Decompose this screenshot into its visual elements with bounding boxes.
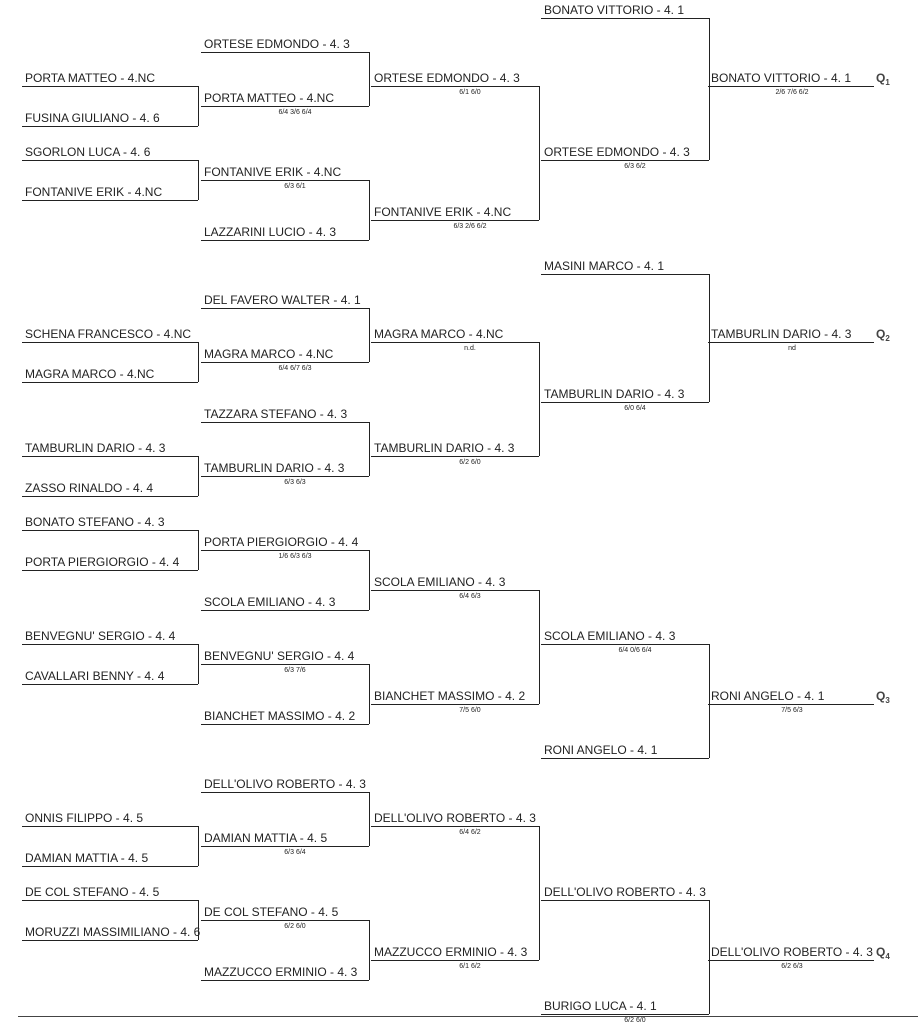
qualifier-label: $Q_2$ bbox=[876, 327, 890, 343]
r4-slot bbox=[541, 3, 709, 19]
r3-slot bbox=[371, 945, 539, 961]
r2-slot bbox=[201, 165, 369, 181]
r2-slot bbox=[201, 91, 369, 107]
r4-slot bbox=[541, 629, 709, 645]
player-name: LAZZARINI LUCIO - 4. 3 bbox=[204, 225, 337, 239]
bracket-connector bbox=[198, 826, 199, 866]
player-name: FONTANIVE ERIK - 4.NC bbox=[25, 185, 163, 199]
r1-slot bbox=[22, 111, 198, 127]
bracket-connector bbox=[369, 550, 370, 610]
r2-slot bbox=[201, 535, 369, 551]
bracket-connector bbox=[198, 644, 199, 684]
match-score: 6/0 6/4 bbox=[624, 405, 646, 412]
qualifier-slot bbox=[708, 71, 874, 87]
match-score: 6/3 7/6 bbox=[284, 667, 306, 674]
bracket-connector bbox=[198, 530, 199, 570]
bracket-connector bbox=[198, 900, 199, 940]
player-name: DELL'OLIVO ROBERTO - 4. 3 bbox=[204, 777, 366, 791]
player-name: TAZZARA STEFANO - 4. 3 bbox=[204, 407, 348, 421]
match-score: 6/2 6/0 bbox=[624, 1017, 646, 1024]
r1-slot bbox=[22, 629, 198, 645]
player-name: MAZZUCCO ERMINIO - 4. 3 bbox=[374, 945, 528, 959]
r3-slot bbox=[371, 71, 539, 87]
player-name: SCHENA FRANCESCO - 4.NC bbox=[25, 327, 192, 341]
bracket-connector bbox=[369, 664, 370, 724]
player-name: BENVEGNU' SERGIO - 4. 4 bbox=[204, 649, 355, 663]
match-score: 2/6 7/6 6/2 bbox=[775, 89, 809, 96]
player-name: BONATO STEFANO - 4. 3 bbox=[25, 515, 165, 529]
r3-slot bbox=[371, 575, 539, 591]
player-name: PORTA MATTEO - 4.NC bbox=[25, 71, 156, 85]
player-name: MORUZZI MASSIMILIANO - 4. 6 bbox=[25, 925, 201, 939]
player-name: BONATO VITTORIO - 4. 1 bbox=[544, 3, 685, 17]
bracket-connector bbox=[369, 180, 370, 240]
match-score: 6/4 6/7 6/3 bbox=[278, 365, 312, 372]
qualifier-label: $Q_1$ bbox=[876, 71, 890, 87]
player-name: CAVALLARI BENNY - 4. 4 bbox=[25, 669, 165, 683]
r2-slot bbox=[201, 225, 369, 241]
match-score: nd bbox=[788, 345, 796, 352]
player-name: ONNIS FILIPPO - 4. 5 bbox=[25, 811, 144, 825]
player-name: PORTA MATTEO - 4.NC bbox=[204, 91, 335, 105]
r2-slot bbox=[201, 649, 369, 665]
r2-slot bbox=[201, 965, 369, 981]
player-name: ORTESE EDMONDO - 4. 3 bbox=[204, 37, 350, 51]
match-score: 6/4 3/6 6/4 bbox=[278, 109, 312, 116]
r1-slot bbox=[22, 669, 198, 685]
r4-slot bbox=[541, 145, 709, 161]
player-name: BIANCHET MASSIMO - 4. 2 bbox=[374, 689, 526, 703]
bracket-connector bbox=[198, 86, 199, 126]
match-score: 6/2 6/3 bbox=[781, 963, 803, 970]
player-name: TAMBURLIN DARIO - 4. 3 bbox=[544, 387, 685, 401]
bracket-connector bbox=[369, 422, 370, 476]
player-name: BENVEGNU' SERGIO - 4. 4 bbox=[25, 629, 176, 643]
match-score: 6/2 6/0 bbox=[284, 923, 306, 930]
r2-slot bbox=[201, 709, 369, 725]
r2-slot bbox=[201, 595, 369, 611]
player-name: SCOLA EMILIANO - 4. 3 bbox=[204, 595, 336, 609]
match-score: 6/2 6/0 bbox=[459, 459, 481, 466]
player-name: TAMBURLIN DARIO - 4. 3 bbox=[25, 441, 166, 455]
r1-slot bbox=[22, 185, 198, 201]
player-name: RONI ANGELO - 4. 1 bbox=[544, 743, 658, 757]
bracket-connector bbox=[369, 920, 370, 980]
bracket-connector bbox=[539, 86, 540, 220]
r2-slot bbox=[201, 777, 369, 793]
match-score: 1/6 6/3 6/3 bbox=[278, 553, 312, 560]
player-name: BURIGO LUCA - 4. 1 bbox=[544, 999, 657, 1013]
r1-slot bbox=[22, 925, 201, 941]
qualifier-number: 2 bbox=[885, 334, 890, 343]
r4-slot bbox=[541, 259, 709, 275]
player-name: DAMIAN MATTIA - 4. 5 bbox=[25, 851, 149, 865]
r2-slot bbox=[201, 905, 369, 921]
bracket-connector bbox=[709, 18, 710, 160]
r1-slot bbox=[22, 71, 198, 87]
r1-slot bbox=[22, 851, 198, 867]
player-name: TAMBURLIN DARIO - 4. 3 bbox=[374, 441, 515, 455]
match-score: 7/5 6/0 bbox=[459, 707, 481, 714]
r2-slot bbox=[201, 407, 369, 423]
player-name: FONTANIVE ERIK - 4.NC bbox=[374, 205, 512, 219]
r2-slot bbox=[201, 37, 369, 53]
qualifier-label: $Q_3$ bbox=[876, 689, 890, 705]
bracket-connector bbox=[539, 590, 540, 704]
player-name: MAZZUCCO ERMINIO - 4. 3 bbox=[204, 965, 358, 979]
player-name: TAMBURLIN DARIO - 4. 3 bbox=[711, 327, 852, 341]
player-name: DE COL STEFANO - 4. 5 bbox=[204, 905, 339, 919]
r1-slot bbox=[22, 481, 198, 497]
bracket-connector bbox=[198, 342, 199, 382]
r2-slot bbox=[201, 347, 369, 363]
r1-slot bbox=[22, 441, 198, 457]
r1-slot bbox=[22, 555, 198, 571]
player-name: DAMIAN MATTIA - 4. 5 bbox=[204, 831, 328, 845]
r3-slot bbox=[371, 205, 539, 221]
player-name: DELL'OLIVO ROBERTO - 4. 3 bbox=[544, 885, 706, 899]
player-name: RONI ANGELO - 4. 1 bbox=[711, 689, 825, 703]
player-name: SGORLON LUCA - 4. 6 bbox=[25, 145, 151, 159]
player-name: MAGRA MARCO - 4.NC bbox=[374, 327, 504, 341]
bracket-connector bbox=[539, 342, 540, 456]
bracket-connector bbox=[198, 456, 199, 496]
player-name: MAGRA MARCO - 4.NC bbox=[204, 347, 334, 361]
player-name: DE COL STEFANO - 4. 5 bbox=[25, 885, 160, 899]
bracket-connector bbox=[369, 52, 370, 106]
r3-slot bbox=[371, 811, 539, 827]
bottom-rule bbox=[18, 1016, 918, 1017]
player-name: ZASSO RINALDO - 4. 4 bbox=[25, 481, 154, 495]
match-score: 6/3 2/6 6/2 bbox=[453, 223, 487, 230]
player-name: DEL FAVERO WALTER - 4. 1 bbox=[204, 293, 361, 307]
player-name: SCOLA EMILIANO - 4. 3 bbox=[374, 575, 506, 589]
qualifier-number: 3 bbox=[885, 696, 890, 705]
player-name: ORTESE EDMONDO - 4. 3 bbox=[374, 71, 520, 85]
bracket-connector bbox=[539, 826, 540, 960]
player-name: PORTA PIERGIORGIO - 4. 4 bbox=[25, 555, 180, 569]
r3-slot bbox=[371, 441, 539, 457]
r2-slot bbox=[201, 293, 369, 309]
player-name: FUSINA GIULIANO - 4. 6 bbox=[25, 111, 160, 125]
match-score: 6/4 6/3 bbox=[459, 593, 481, 600]
r4-slot bbox=[541, 885, 709, 901]
r4-slot bbox=[541, 743, 709, 759]
r3-slot bbox=[371, 689, 539, 705]
qualifier-slot bbox=[708, 327, 874, 343]
qualifier-number: 1 bbox=[885, 78, 890, 87]
match-score: 6/4 0/6 6/4 bbox=[618, 647, 652, 654]
r1-slot bbox=[22, 327, 198, 343]
player-name: MASINI MARCO - 4. 1 bbox=[544, 259, 665, 273]
player-name: MAGRA MARCO - 4.NC bbox=[25, 367, 155, 381]
player-name: FONTANIVE ERIK - 4.NC bbox=[204, 165, 342, 179]
bracket-connector bbox=[369, 792, 370, 846]
player-name: PORTA PIERGIORGIO - 4. 4 bbox=[204, 535, 359, 549]
match-score: 6/3 6/1 bbox=[284, 183, 306, 190]
r4-slot bbox=[541, 387, 709, 403]
match-score: 7/5 6/3 bbox=[781, 707, 803, 714]
player-name: SCOLA EMILIANO - 4. 3 bbox=[544, 629, 676, 643]
r2-slot bbox=[201, 831, 369, 847]
qualifier-number: 4 bbox=[885, 952, 890, 961]
match-score: 6/3 6/2 bbox=[624, 163, 646, 170]
r1-slot bbox=[22, 811, 198, 827]
player-name: DELL'OLIVO ROBERTO - 4. 3 bbox=[374, 811, 536, 825]
r1-slot bbox=[22, 885, 198, 901]
match-score: 6/1 6/0 bbox=[459, 89, 481, 96]
r1-slot bbox=[22, 367, 198, 383]
match-score: n.d. bbox=[464, 345, 476, 352]
player-name: BONATO VITTORIO - 4. 1 bbox=[711, 71, 852, 85]
r3-slot bbox=[371, 327, 539, 343]
match-score: 6/4 6/2 bbox=[459, 829, 481, 836]
qualifier-slot bbox=[708, 689, 874, 705]
r4-slot bbox=[541, 999, 709, 1015]
player-name: ORTESE EDMONDO - 4. 3 bbox=[544, 145, 690, 159]
match-score: 6/3 6/3 bbox=[284, 479, 306, 486]
match-score: 6/1 6/2 bbox=[459, 963, 481, 970]
qualifier-slot bbox=[708, 945, 874, 961]
match-score: 6/3 6/4 bbox=[284, 849, 306, 856]
r2-slot bbox=[201, 461, 369, 477]
player-name: BIANCHET MASSIMO - 4. 2 bbox=[204, 709, 356, 723]
player-name: DELL'OLIVO ROBERTO - 4. 3 bbox=[711, 945, 873, 959]
r1-slot bbox=[22, 515, 198, 531]
bracket-connector bbox=[369, 308, 370, 362]
bracket-connector bbox=[198, 160, 199, 200]
r1-slot bbox=[22, 145, 198, 161]
player-name: TAMBURLIN DARIO - 4. 3 bbox=[204, 461, 345, 475]
qualifier-label: $Q_4$ bbox=[876, 945, 890, 961]
